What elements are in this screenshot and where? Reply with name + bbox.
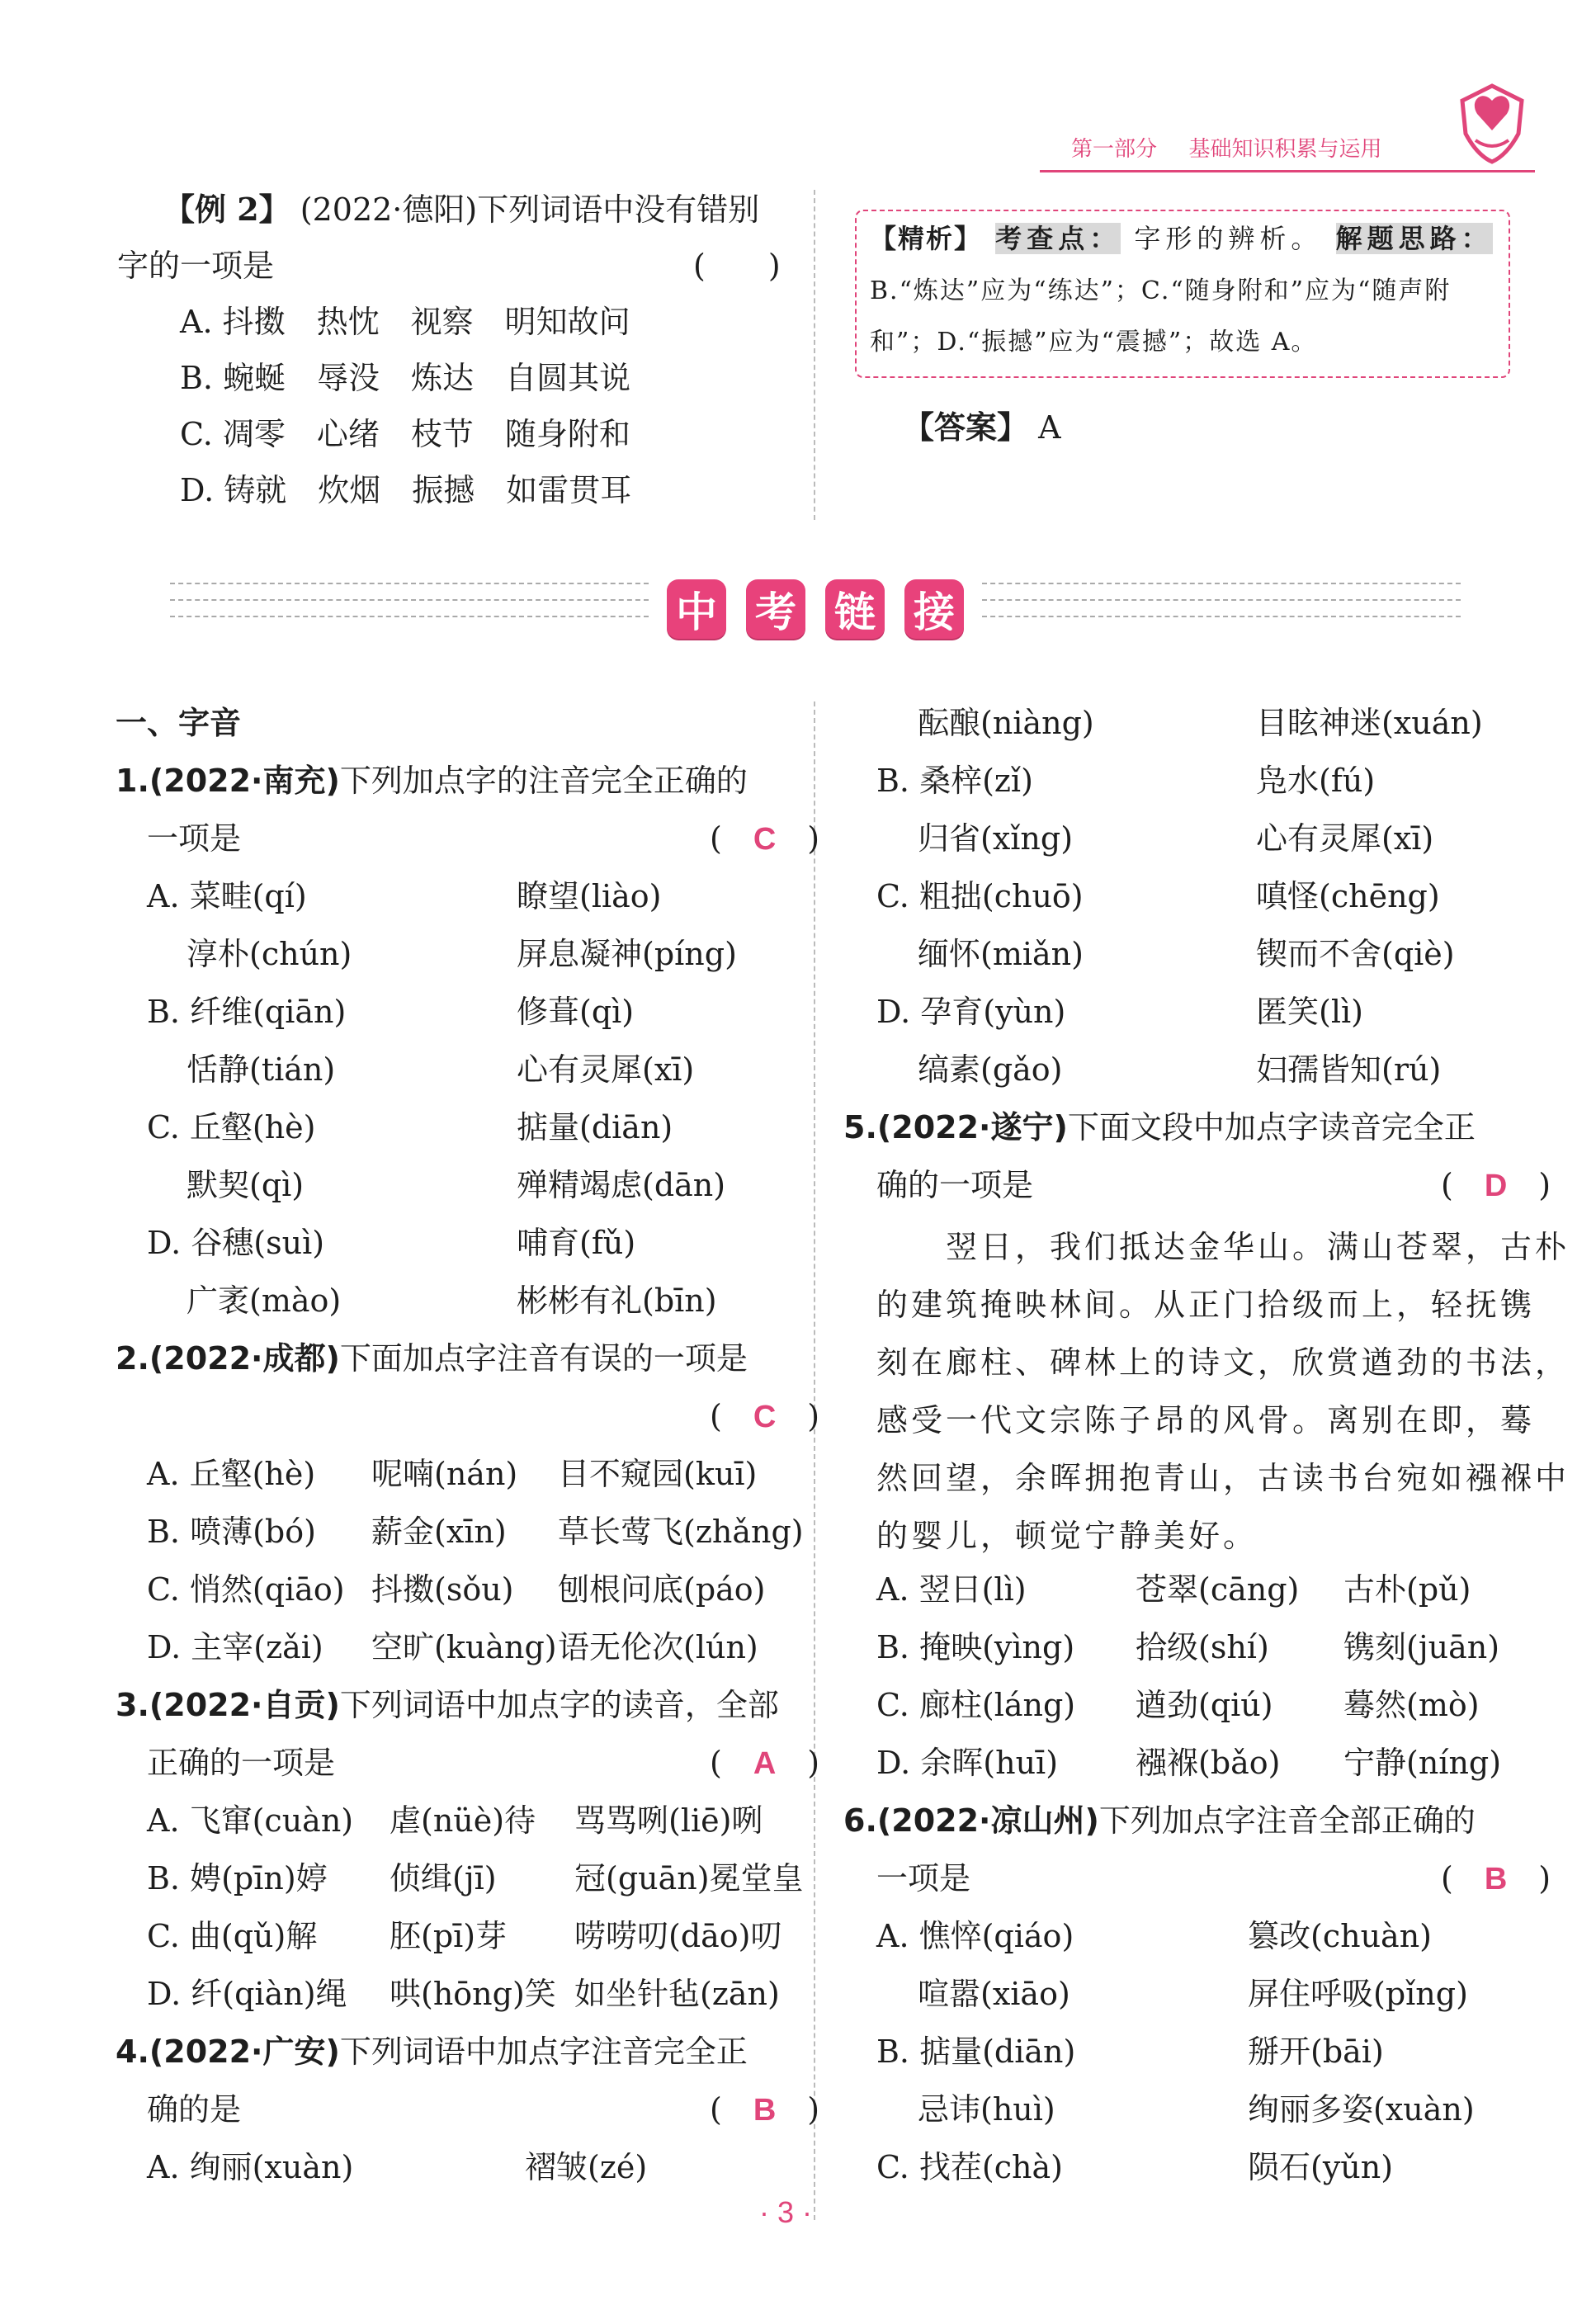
analysis-label: 【精析】 bbox=[870, 223, 983, 254]
q4-cont-5a: 缅怀(miǎn) bbox=[918, 936, 1084, 972]
banner-dash-left-3 bbox=[170, 616, 649, 617]
q2-opt-d2: 空旷(kuàng) bbox=[371, 1629, 557, 1665]
q1-opt-c4: 殚精竭虑(dān) bbox=[517, 1167, 726, 1203]
banner-tile-4: 接 bbox=[904, 579, 964, 639]
header-section: 基础知识积累与运用 bbox=[1188, 136, 1382, 161]
q2-opt-d1: D. 主宰(zǎi) bbox=[147, 1629, 323, 1665]
q2-stem1: 下面加点字注音有误的一项是 bbox=[339, 1340, 748, 1377]
q4-cont-1b: 目眩神迷(xuán) bbox=[1256, 705, 1483, 741]
q3-num: 3. bbox=[116, 1687, 149, 1723]
q4-stem-line1 bbox=[116, 2032, 748, 2071]
q2-opt-d3: 语无伦次(lún) bbox=[558, 1629, 758, 1665]
q6-stem1: 下列加点字注音全部正确的 bbox=[1098, 1802, 1476, 1839]
banner-dash-left-1 bbox=[170, 583, 649, 584]
q4-cont-3b: 心有灵犀(xī) bbox=[1256, 820, 1434, 857]
q2-opt-a3: 目不窥园(kuī) bbox=[558, 1456, 758, 1492]
analysis-line3: 和”；D.“振撼”应为“震撼”；故选 A。 bbox=[870, 328, 1318, 357]
q1-opt-b3: 恬静(tián) bbox=[187, 1051, 336, 1088]
q2-stem-line1 bbox=[116, 1339, 748, 1378]
q3-opt-d3: 如坐针毡(zān) bbox=[574, 1976, 780, 2012]
q5-opt-b3: 镌刻(juān) bbox=[1343, 1629, 1500, 1665]
q3-opt-c2: 胚(pī)芽 bbox=[390, 1918, 508, 1954]
q6-opt-4b: 绚丽多姿(xuàn) bbox=[1248, 2091, 1475, 2128]
q5-opt-c3: 蓦然(mò) bbox=[1343, 1687, 1480, 1723]
q3-opt-b1: B. 娉(pīn)婷 bbox=[147, 1860, 328, 1897]
q5-passage-6: 的婴儿，顿觉宁静美好。 bbox=[876, 1518, 1258, 1554]
q1-opt-d1: D. 谷穗(suì) bbox=[147, 1225, 325, 1261]
example-stem-line1 bbox=[163, 190, 759, 229]
answer-label: 【答案】 bbox=[903, 409, 1029, 446]
banner-dash-left-2 bbox=[170, 599, 649, 601]
q6-opt-5b: 陨石(yǔn) bbox=[1248, 2149, 1394, 2185]
q3-opt-d2: 哄(hōng)笑 bbox=[390, 1976, 556, 2012]
q5-stem-line1 bbox=[843, 1108, 1476, 1147]
q6-opt-2a: 喧嚣(xiāo) bbox=[918, 1976, 1070, 2012]
q5-stem-line2: 确的一项是 bbox=[876, 1167, 1034, 1203]
q3-opt-a1: A. 飞窜(cuàn) bbox=[147, 1802, 354, 1839]
q4-stem-line2: 确的是 bbox=[147, 2091, 242, 2128]
q4-stem1: 下列词语中加点字注音完全正 bbox=[339, 2034, 748, 2070]
column-divider-bottom bbox=[814, 701, 815, 2220]
q5-opt-b2: 拾级(shí) bbox=[1136, 1629, 1269, 1665]
example-option-a: A. 抖擞 热忱 视察 明知故问 bbox=[180, 304, 630, 340]
q5-answer-paren: ( D ) bbox=[1441, 1167, 1551, 1203]
analysis-idea-label: 解题思路： bbox=[1335, 223, 1493, 254]
q4-cont-7a: 缟素(gǎo) bbox=[918, 1051, 1063, 1088]
q4-cont-2b: 凫水(fú) bbox=[1256, 763, 1376, 799]
q3-opt-c3: 唠唠叨(dāo)叨 bbox=[574, 1918, 782, 1954]
q1-stem1: 下列加点字的注音完全正确的 bbox=[339, 763, 748, 799]
q6-opt-5a: C. 找茬(chà) bbox=[876, 2149, 1063, 2185]
q2-opt-a2: 呢喃(nán) bbox=[371, 1456, 518, 1492]
q3-opt-c1: C. 曲(qǔ)解 bbox=[147, 1918, 318, 1954]
q3-opt-d1: D. 纤(qiàn)绳 bbox=[147, 1976, 347, 2012]
q4-cont-7b: 妇孺皆知(rú) bbox=[1256, 1051, 1442, 1088]
q3-stem1: 下列词语中加点字的读音，全部 bbox=[339, 1687, 779, 1723]
q3-answer: A bbox=[753, 1746, 777, 1781]
example-stem2: 字的一项是 bbox=[117, 248, 275, 284]
q6-stem-line2: 一项是 bbox=[876, 1860, 971, 1897]
analysis-line2: B.“炼达”应为“练达”；C.“随身附和”应为“随声附 bbox=[870, 276, 1452, 305]
q4-answer-paren: ( B ) bbox=[710, 2091, 820, 2128]
q6-opt-4a: 忌讳(huì) bbox=[918, 2091, 1055, 2128]
q6-stem-line1 bbox=[843, 1801, 1476, 1840]
q2-opt-a1: A. 丘壑(hè) bbox=[147, 1456, 316, 1492]
analysis-point-label: 考查点： bbox=[995, 223, 1121, 254]
analysis-answer bbox=[903, 408, 1061, 447]
q2-src: (2022·成都) bbox=[149, 1340, 340, 1377]
q5-passage-4: 感受一代文宗陈子昂的风骨。离别在即，蓦 bbox=[876, 1402, 1536, 1438]
publisher-logo-icon bbox=[1457, 83, 1527, 165]
q2-answer-paren: ( C ) bbox=[710, 1398, 820, 1434]
q4-answer: B bbox=[753, 2093, 777, 2128]
q3-answer-paren: ( A ) bbox=[710, 1745, 820, 1781]
banner-tile-2: 考 bbox=[746, 579, 805, 639]
q4-cont-3a: 归省(xǐng) bbox=[918, 820, 1074, 857]
section-title: 一、字音 bbox=[116, 705, 242, 741]
q5-passage-5: 然回望，余晖拥抱青山，古读书台宛如襁褓中 bbox=[876, 1460, 1570, 1496]
q2-opt-c1: C. 悄然(qiāo) bbox=[147, 1571, 345, 1608]
q4-cont-4a: C. 粗拙(chuō) bbox=[876, 878, 1084, 914]
q3-stem-line1 bbox=[116, 1685, 779, 1725]
q1-opt-d2: 哺育(fǔ) bbox=[517, 1225, 636, 1261]
q1-opt-b2: 修葺(qì) bbox=[517, 994, 635, 1030]
q6-opt-3b: 掰开(bāi) bbox=[1248, 2034, 1384, 2070]
q6-opt-3a: B. 掂量(diān) bbox=[876, 2034, 1076, 2070]
q5-passage-2: 的建筑掩映林间。从正门拾级而上，轻抚镌 bbox=[876, 1287, 1536, 1323]
column-divider-top bbox=[814, 190, 815, 520]
example-stem1: (2022·德阳)下列词语中没有错别 bbox=[300, 191, 760, 228]
q6-src: (2022·凉山州) bbox=[876, 1802, 1099, 1839]
q1-answer: C bbox=[753, 822, 777, 857]
banner-tile-3: 链 bbox=[825, 579, 885, 639]
q5-passage-1: 翌日，我们抵达金华山。满山苍翠，古朴 bbox=[946, 1229, 1570, 1265]
q6-answer-paren: ( B ) bbox=[1441, 1860, 1551, 1897]
q5-opt-a1: A. 翌日(lì) bbox=[876, 1571, 1027, 1608]
q1-num: 1. bbox=[116, 763, 149, 799]
q2-opt-c3: 刨根问底(páo) bbox=[558, 1571, 766, 1608]
q4-cont-2a: B. 桑梓(zǐ) bbox=[876, 763, 1033, 799]
banner-dash-right-1 bbox=[982, 583, 1461, 584]
q1-opt-b4: 心有灵犀(xī) bbox=[517, 1051, 695, 1088]
q5-opt-d1: D. 余晖(huī) bbox=[876, 1745, 1059, 1781]
q1-opt-d4: 彬彬有礼(bīn) bbox=[517, 1282, 717, 1319]
q6-opt-1a: A. 憔悴(qiáo) bbox=[876, 1918, 1074, 1954]
q3-stem-line2: 正确的一项是 bbox=[147, 1745, 336, 1781]
q2-opt-b2: 薪金(xīn) bbox=[371, 1514, 507, 1550]
q4-cont-5b: 锲而不舍(qiè) bbox=[1256, 936, 1455, 972]
q5-opt-d3: 宁静(níng) bbox=[1343, 1745, 1502, 1781]
q1-opt-b1: B. 纤维(qiān) bbox=[147, 994, 347, 1030]
banner-dash-right-2 bbox=[982, 599, 1461, 601]
q1-opt-d3: 广袤(mào) bbox=[187, 1282, 342, 1319]
q4-src: (2022·广安) bbox=[149, 2034, 340, 2070]
q6-opt-1b: 篡改(chuàn) bbox=[1248, 1918, 1433, 1954]
q2-opt-b1: B. 喷薄(bó) bbox=[147, 1514, 316, 1550]
q1-opt-a4: 屏息凝神(píng) bbox=[517, 936, 737, 972]
running-header bbox=[1071, 132, 1382, 163]
q4-num: 4. bbox=[116, 2034, 149, 2070]
answer-value: A bbox=[1038, 409, 1061, 446]
q1-stem-line2: 一项是 bbox=[147, 820, 242, 857]
q5-num: 5. bbox=[843, 1109, 877, 1145]
q5-answer: D bbox=[1484, 1169, 1508, 1203]
q1-opt-c2: 掂量(diān) bbox=[517, 1109, 673, 1145]
q5-src: (2022·遂宁) bbox=[876, 1109, 1068, 1145]
page-number: · 3 · bbox=[759, 2195, 813, 2229]
example-paren: ( ) bbox=[693, 248, 781, 284]
q4-opt-a1: A. 绚丽(xuàn) bbox=[147, 2149, 354, 2185]
q6-num: 6. bbox=[843, 1802, 877, 1839]
banner-tile-1: 中 bbox=[667, 579, 726, 639]
q2-answer: C bbox=[753, 1400, 777, 1434]
q4-cont-6a: D. 孕育(yùn) bbox=[876, 994, 1066, 1030]
q3-opt-a3: 骂骂咧(liē)咧 bbox=[574, 1802, 763, 1839]
q2-num: 2. bbox=[116, 1340, 149, 1377]
analysis-point: 字形的辨析。 bbox=[1134, 223, 1323, 254]
q4-cont-6b: 匿笑(lì) bbox=[1256, 994, 1363, 1030]
q5-opt-a3: 古朴(pǔ) bbox=[1343, 1571, 1471, 1608]
q1-opt-c1: C. 丘壑(hè) bbox=[147, 1109, 316, 1145]
q2-opt-b3: 草长莺飞(zhǎng) bbox=[558, 1514, 804, 1550]
header-part: 第一部分 bbox=[1071, 136, 1158, 161]
q5-opt-a2: 苍翠(cāng) bbox=[1136, 1571, 1300, 1608]
q3-opt-b2: 侦缉(jī) bbox=[390, 1860, 497, 1897]
q1-opt-a1: A. 菜畦(qí) bbox=[147, 878, 307, 914]
example-stem-line2 bbox=[117, 246, 274, 286]
banner-dash-right-3 bbox=[982, 616, 1461, 617]
q2-opt-c2: 抖擞(sǒu) bbox=[371, 1571, 514, 1608]
q4-cont-4b: 嗔怪(chēng) bbox=[1256, 878, 1440, 914]
q1-opt-a3: 淳朴(chún) bbox=[187, 936, 352, 972]
q5-stem1: 下面文段中加点字读音完全正 bbox=[1067, 1109, 1476, 1145]
example-option-c: C. 凋零 心绪 枝节 随身附和 bbox=[180, 416, 630, 452]
q1-stem-line1 bbox=[116, 761, 748, 801]
header-rule bbox=[1040, 170, 1535, 172]
analysis-line1 bbox=[870, 220, 1493, 257]
q5-opt-c2: 遒劲(qiú) bbox=[1136, 1687, 1273, 1723]
q1-opt-c3: 默契(qì) bbox=[187, 1167, 305, 1203]
q3-opt-b3: 冠(guān)冕堂皇 bbox=[574, 1860, 804, 1897]
q6-opt-2b: 屏住呼吸(pǐng) bbox=[1248, 1976, 1468, 2012]
example-option-d: D. 铸就 炊烟 振撼 如雷贯耳 bbox=[180, 472, 632, 508]
q5-passage-3: 刻在廊柱、碑林上的诗文，欣赏遒劲的书法， bbox=[876, 1344, 1570, 1381]
example-option-b: B. 蜿蜒 辱没 炼达 自圆其说 bbox=[180, 360, 631, 396]
q1-opt-a2: 瞭望(liào) bbox=[517, 878, 662, 914]
q5-opt-c1: C. 廊柱(láng) bbox=[876, 1687, 1076, 1723]
q5-opt-d2: 襁褓(bǎo) bbox=[1136, 1745, 1281, 1781]
q3-opt-a2: 虐(nüè)待 bbox=[390, 1802, 536, 1839]
q1-src: (2022·南充) bbox=[149, 763, 340, 799]
example-label: 【例 2】 bbox=[163, 191, 290, 228]
q5-opt-b1: B. 掩映(yìng) bbox=[876, 1629, 1075, 1665]
q4-opt-a2: 褶皱(zé) bbox=[525, 2149, 648, 2185]
q3-src: (2022·自贡) bbox=[149, 1687, 340, 1723]
q1-answer-paren: ( C ) bbox=[710, 820, 820, 857]
q4-cont-1a: 酝酿(niàng) bbox=[918, 705, 1094, 741]
q6-answer: B bbox=[1484, 1862, 1508, 1897]
